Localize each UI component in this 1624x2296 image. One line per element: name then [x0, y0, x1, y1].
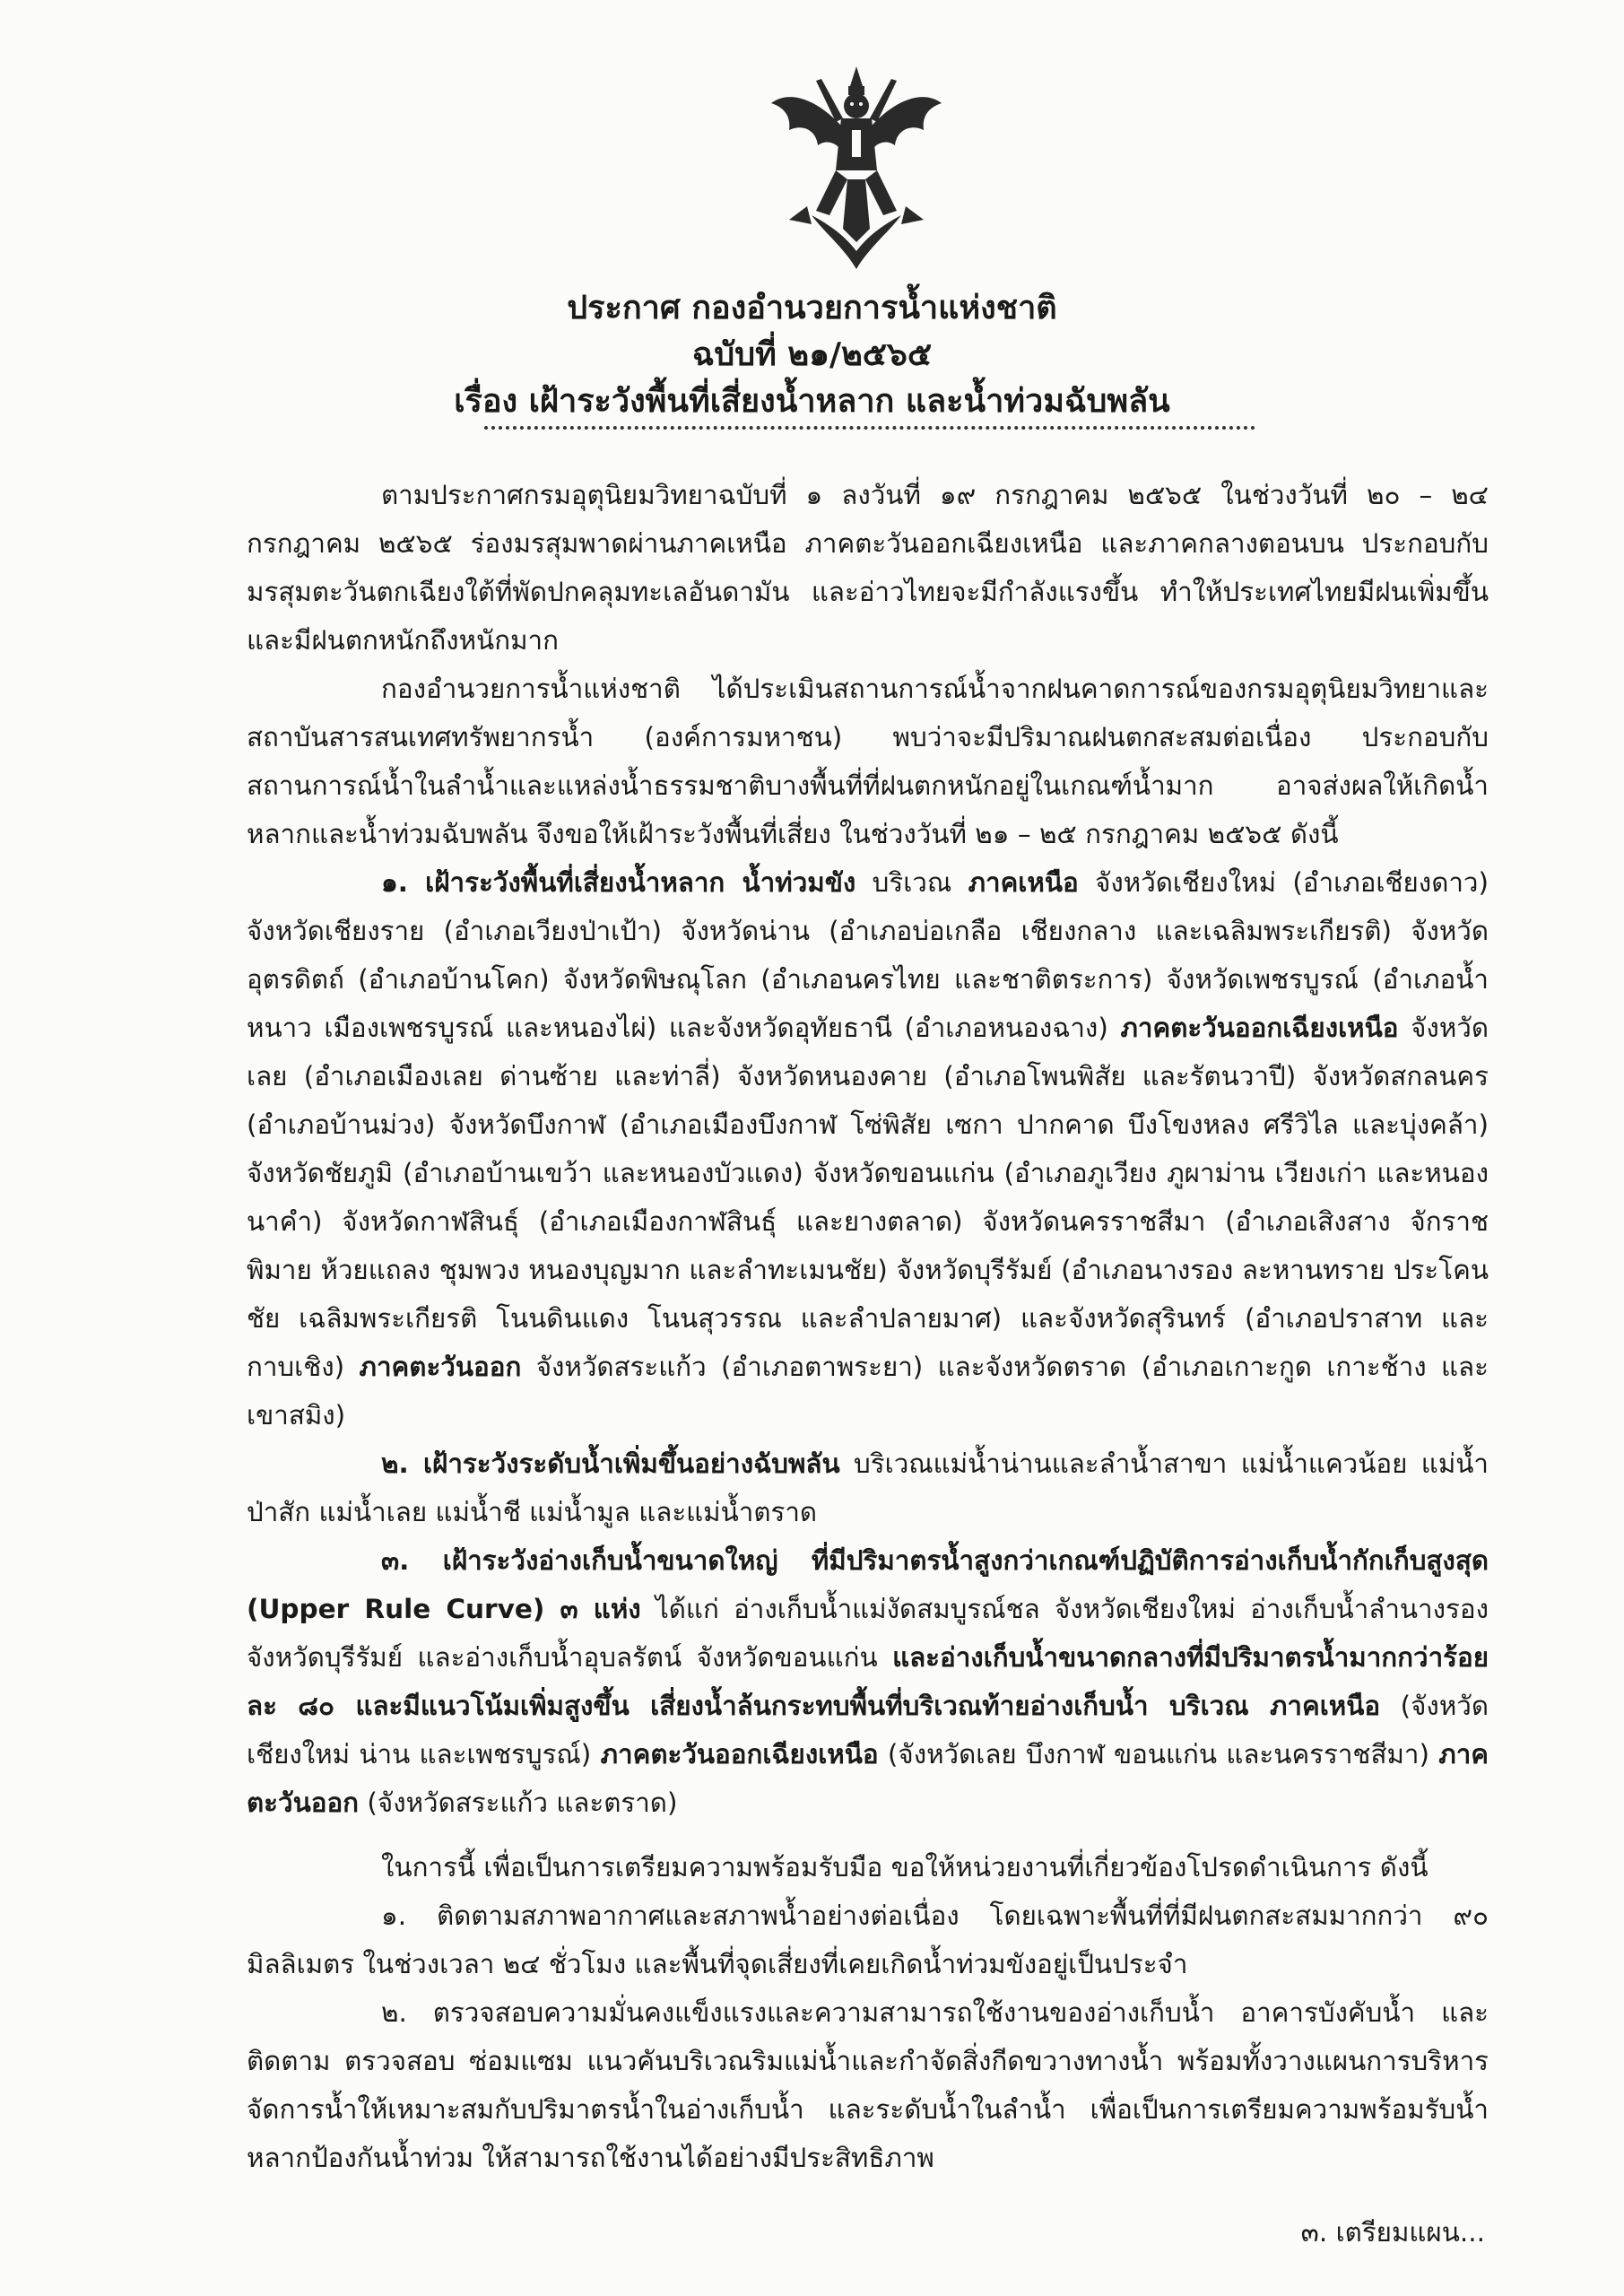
region-east: ภาคตะวันออก: [359, 1352, 522, 1382]
announcement-number: ฉบับที่ ๒๑/๒๕๖๕: [691, 336, 933, 373]
garuda-emblem: [762, 63, 951, 274]
region-north: ภาคเหนือ: [968, 867, 1079, 898]
item-2-water-level: ๒. เฝ้าระวังระดับน้ำเพิ่มขึ้นอย่างฉับพลัน บริเวณแม่น้ำน่านและลำน้ำสาขา แม่น้ำแควน้อย แม่น้ำป่าสัก แม่น้ำเลย แม่น้ำชี แม่น้ำมูล และแม่น้ำตราด: [247, 1448, 1489, 1527]
action-2: ๒. ตรวจสอบความมั่นคงแข็งแรงและความสามารถใช้งานของอ่างเก็บน้ำ อาคารบังคับน้ำ และติดตาม ตรวจสอบ ซ่อมแซม แนวคันบริเวณริมแม่น้ำและกำจัดสิ่งกีดขวางทางน้ำ พร้อมทั้งวางแผนการบริหารจัดการน้ำให้เหมาะสมกับปริมาตรน้ำในอ่างเก็บน้ำ และระดับน้ำในลำน้ำ เพื่อเป็นการเตรียมความพร้อมรับน้ำหลากป้องกันน้ำท่วม ให้สามารถใช้งานได้อย่างมีประสิทธิภาพ: [247, 1997, 1489, 2173]
dotted-divider: [484, 426, 1255, 430]
item-3-reservoirs: ๓. เฝ้าระวังอ่างเก็บน้ำขนาดใหญ่ ที่มีปริมาตรน้ำสูงกว่าเกณฑ์ปฏิบัติการอ่างเก็บน้ำกักเก็บสูงสุด (Upper Rule Curve) ๓ แห่ง ได้แก่ อ่างเก็บน้ำแม่งัดสมบูรณ์ชล จังหวัดเชียงใหม่ อ่างเก็บน้ำลำนางรอง จังหวัดบุรีรัมย์ และอ่างเก็บน้ำอุบลรัตน์ จังหวัดขอนแก่น และอ่างเก็บน้ำขนาดกลางที่มีปริมาตรน้ำมากกว่าร้อยละ ๘๐ และมีแนวโน้มเพิ่มสูงขึ้น เสี่ยงน้ำล้นกระทบพื้นที่บริเวณท้ายอ่างเก็บน้ำ บริเวณ ภาคเหนือ (จังหวัดเชียงใหม่ น่าน และเพชรบูรณ์) ภาคตะวันออกเฉียงเหนือ (จังหวัดเลย บึงกาฬ ขอนแก่น และนครราชสีมา) ภาคตะวันออก (จังหวัดสระแก้ว และตราด): [247, 1545, 1489, 1818]
item-2-heading: ๒. เฝ้าระวังระดับน้ำเพิ่มขึ้นอย่างฉับพลัน: [381, 1448, 840, 1479]
announcement-title: ประกาศ กองอำนวยการน้ำแห่งชาติ: [567, 290, 1057, 326]
item-3-heading: ๓. เฝ้าระวังอ่างเก็บน้ำขนาดใหญ่ ที่มีปริมาตรน้ำสูงกว่าเกณฑ์ปฏิบัติการอ่างเก็บน้ำกักเก็บสูงสุด (Upper Rule Curve) ๓ แห่ง: [247, 1545, 1489, 1624]
announcement-body: [247, 471, 1489, 2182]
page-continuation: ๓. เตรียมแผน...: [1300, 2217, 1485, 2248]
announcement-header: [0, 285, 1624, 425]
item-1-heading: ๑. เฝ้าระวังพื้นที่เสี่ยงน้ำหลาก น้ำท่วมขัง: [381, 867, 856, 898]
item-1-flood-watch: ๑. เฝ้าระวังพื้นที่เสี่ยงน้ำหลาก น้ำท่วมขัง บริเวณ ภาคเหนือ จังหวัดเชียงใหม่ (อำเภอเชียงดาว) จังหวัดเชียงราย (อำเภอเวียงป่าเป้า) จังหวัดน่าน (อำเภอบ่อเกลือ เชียงกลาง และเฉลิมพระเกียรติ) จังหวัดอุตรดิตถ์ (อำเภอบ้านโคก) จังหวัดพิษณุโลก (อำเภอนครไทย และชาติตระการ) จังหวัดเพชรบูรณ์ (อำเภอน้ำหนาว เมืองเพชรบูรณ์ และหนองไผ่) และจังหวัดอุทัยธานี (อำเภอหนองฉาง) ภาคตะวันออกเฉียงเหนือ จังหวัดเลย (อำเภอเมืองเลย ด่านซ้าย และท่าลี่) จังหวัดหนองคาย (อำเภอโพนพิสัย และรัตนวาปี) จังหวัดสกลนคร (อำเภอบ้านม่วง) จังหวัดบึงกาฬ (อำเภอเมืองบึงกาฬ โซ่พิสัย เซกา ปากคาด บึงโขงหลง ศรีวิไล และบุ่งคล้า) จังหวัดชัยภูมิ (อำเภอบ้านเขว้า และหนองบัวแดง) จังหวัดขอนแก่น (อำเภอภูเวียง ภูผาม่าน เวียงเก่า และหนองนาคำ) จังหวัดกาฬสินธุ์ (อำเภอเมืองกาฬสินธุ์ และยางตลาด) จังหวัดนครราชสีมา (อำเภอเสิงสาง จักราช พิมาย ห้วยแถลง ชุมพวง หนองบุญมาก และลำทะเมนชัย) จังหวัดบุรีรัมย์ (อำเภอนางรอง ละหานทราย ประโคนชัย เฉลิมพระเกียรติ โนนดินแดง โนนสุวรรณ และลำปลายมาศ) และจังหวัดสุรินทร์ (อำเภอปราสาท และกาบเชิง) ภาคตะวันออก จังหวัดสระแก้ว (อำเภอตาพระยา) และจังหวัดตราด (อำเภอเกาะกูด เกาะช้าง และเขาสมิง): [247, 867, 1489, 1431]
paragraph-background: ตามประกาศกรมอุตุนิยมวิทยาฉบับที่ ๑ ลงวันที่ ๑๙ กรกฎาคม ๒๕๖๕ ในช่วงวันที่ ๒๐ – ๒๔ กรกฎาคม ๒๕๖๕ ร่องมรสุมพาดผ่านภาคเหนือ ภาคตะวันออกเฉียงเหนือ และภาคกลางตอนบน ประกอบกับมรสุมตะวันตกเฉียงใต้ที่พัดปกคลุมทะเลอันดามัน และอ่าวไทยจะมีกำลังแรงขึ้น ทำให้ประเทศไทยมีฝนเพิ่มขึ้นและมีฝนตกหนักถึงหนักมาก: [247, 480, 1489, 656]
paragraph-preparation: ในการนี้ เพื่อเป็นการเตรียมความพร้อมรับมือ ขอให้หน่วยงานที่เกี่ยวข้องโปรดดำเนินการ ดังนี้: [381, 1852, 1429, 1883]
paragraph-assessment: กองอำนวยการน้ำแห่งชาติ ได้ประเมินสถานการณ์น้ำจากฝนคาดการณ์ของกรมอุตุนิยมวิทยาและสถาบันสารสนเทศทรัพยากรน้ำ (องค์การมหาชน) พบว่าจะมีปริมาณฝนตกสะสมต่อเนื่อง ประกอบกับสถานการณ์น้ำในลำน้ำและแหล่งน้ำธรรมชาติบางพื้นที่ที่ฝนตกหนักอยู่ในเกณฑ์น้ำมาก อาจส่งผลให้เกิดน้ำหลากและน้ำท่วมฉับพลัน จึงขอให้เฝ้าระวังพื้นที่เสี่ยง ในช่วงวันที่ ๒๑ – ๒๕ กรกฎาคม ๒๕๖๕ ดังนี้: [247, 674, 1489, 849]
announcement-subject: เรื่อง เฝ้าระวังพื้นที่เสี่ยงน้ำหลาก และน้ำท่วมฉับพลัน: [454, 383, 1170, 420]
region-northeast: ภาคตะวันออกเฉียงเหนือ: [1120, 1013, 1399, 1043]
action-1: ๑. ติดตามสภาพอากาศและสภาพน้ำอย่างต่อเนื่อง โดยเฉพาะพื้นที่ที่มีฝนตกสะสมมากกว่า ๙๐ มิลลิเมตร ในช่วงเวลา ๒๔ ชั่วโมง และพื้นที่จุดเสี่ยงที่เคยเกิดน้ำท่วมขังอยู่เป็นประจำ: [247, 1900, 1489, 1979]
